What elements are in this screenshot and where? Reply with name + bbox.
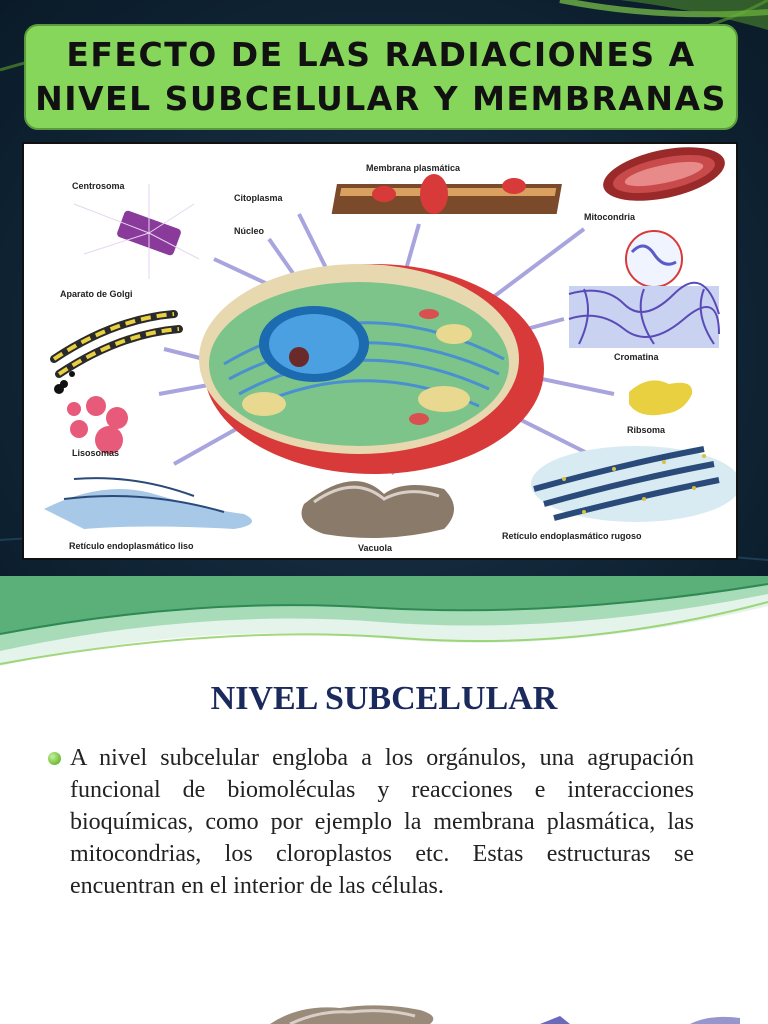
cromatina-shape bbox=[569, 231, 719, 348]
golgi-shape bbox=[54, 314, 179, 394]
rer-shape bbox=[531, 446, 736, 522]
mitocondria-shape bbox=[598, 144, 729, 210]
title-line-1: EFECTO DE LAS RADIACIONES A bbox=[66, 35, 696, 74]
title-box bbox=[24, 24, 738, 130]
label-centrosoma: Centrosoma bbox=[72, 181, 125, 191]
label-cromatina: Cromatina bbox=[614, 352, 659, 362]
cell-body bbox=[199, 264, 544, 474]
bullet-icon bbox=[48, 752, 61, 765]
membrana-plasmatica-shape bbox=[332, 174, 562, 214]
wave-decoration bbox=[0, 576, 768, 676]
vacuola-shape bbox=[302, 481, 455, 538]
slide-2 bbox=[0, 576, 768, 1024]
label-golgi: Aparato de Golgi bbox=[60, 289, 133, 299]
section-heading: NIVEL SUBCELULAR bbox=[210, 680, 558, 717]
next-image-preview bbox=[0, 986, 768, 1024]
label-rel: Retículo endoplasmático liso bbox=[69, 541, 194, 551]
cell-diagram bbox=[22, 142, 738, 560]
label-mitocondria: Mitocondria bbox=[584, 212, 635, 222]
title-line-2: NIVEL SUBCELULAR Y MEMBRANAS bbox=[35, 79, 727, 118]
ribosoma-shape bbox=[629, 380, 692, 415]
label-membrana: Membrana plasmática bbox=[366, 163, 461, 173]
body-paragraph: A nivel subcelular engloba a los orgánulos, una agrupación funcional de biomoléculas y reacciones e interacciones bioquímicas, como por ejemplo la membrana plasmática, las mitocondrias, los cloroplastos etc. Estas estructuras se encuentran en el interior de las células. bbox=[70, 745, 694, 899]
label-ribosoma: Ribsoma bbox=[627, 425, 666, 435]
label-rer: Retículo endoplasmático rugoso bbox=[502, 531, 642, 541]
lisosomas-shape bbox=[60, 380, 128, 454]
label-citoplasma: Citoplasma bbox=[234, 193, 283, 203]
label-lisosomas: Lisosomas bbox=[72, 448, 120, 458]
label-vacuola: Vacuola bbox=[358, 543, 393, 553]
label-nucleo: Núcleo bbox=[234, 226, 265, 236]
centrosoma-shape bbox=[74, 184, 199, 279]
cell-illustration bbox=[24, 144, 736, 558]
rel-shape bbox=[44, 478, 252, 529]
